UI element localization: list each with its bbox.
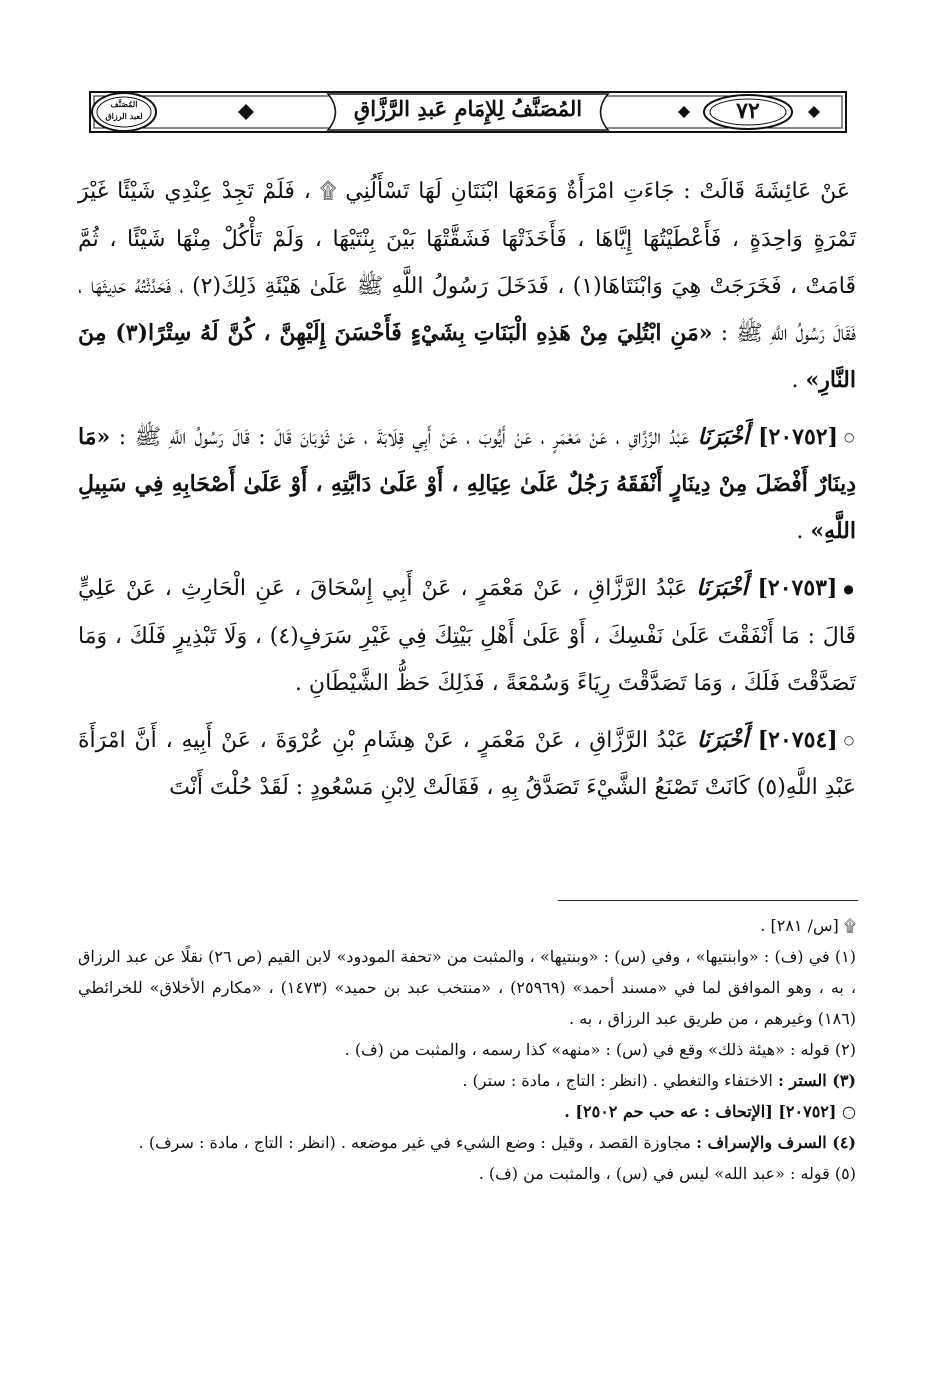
footnote-text: (١) في (ف) : «وابنتيها» ، وفي (س) : «وبنتيها» ، والمثبت من «تحفة المودود» لابن القيم (ص ٢٦) نقلًا عن عبد الرزاق ، به ، وهو الموافق لما في «مسند أحمد» (٢٥٩٦٩) ، «منتخب عبد بن حميد» (١٤٧٣) ، «مكارم الأخلاق» للخرائطي (١٨٦) وغيرهم ، من طريق عبد الرزاق ، به . (78, 947, 857, 1028)
footnote (78, 910, 856, 941)
footnote-text: مجاوزة القصد ، وقيل : وضع الشيء في غير موضعه . (انظر : التاج ، مادة : سرف) . (138, 1133, 697, 1152)
footnote (78, 1127, 856, 1158)
footnote-lead: ○ [٢٠٧٥٢] [الإتحاف : عه حب حم ٢٥٠٢] . (564, 1102, 856, 1121)
seal-line-1: المُصَنَّف (110, 99, 138, 109)
hadith-quote: «مَنِ ابْتُلِيَ مِنْ هَذِهِ الْبَنَاتِ بِشَيْءٍ فَأَحْسَنَ إِلَيْهِنَّ ، كُنَّ لَهُ سِتْرًا(٣) مِنَ النَّارِ» (78, 319, 856, 393)
narration-formula: أَخْبَرَنَا (696, 575, 748, 601)
page-header (88, 90, 848, 134)
hadith-number: [٢٠٧٥٢] (748, 423, 839, 450)
footnote (78, 1065, 856, 1096)
hadith-paragraph (78, 168, 856, 404)
text-segment: عَنْ عَائِشَةَ قَالَتْ : جَاءَتِ امْرَأَةٌ وَمَعَهَا ابْنَتَانِ لَهَا تَسْأَلُنِي ۩ ، فَلَمْ تَجِدْ عِنْدِي شَيْئًا غَيْرَ تَمْرَةٍ وَاحِدَةٍ ، فَأَعْطَيْتُهَا إِيَّاهَا ، فَأَخَذَتْهَا فَشَقَّتْهَا بَيْنَ بِنْتَيْهَا ، وَلَمْ تَأْكُلْ مِنْهَا شَيْئًا ، ثُمَّ قَامَتْ ، فَخَرَجَتْ هِيَ وَابْنَتَاهَا(١) ، فَدَخَلَ رَسُولُ اللَّهِ ﷺ عَلَىٰ هَيْئَةِ ذَلِكَ(٢) ، فَحَدَّثْتُهُ حَدِيثَهَا ، فَقَالَ رَسُولُ اللَّهِ ﷺ : (78, 179, 857, 346)
text-segment: عَبْدُ الرَّزَّاقِ ، عَنْ مَعْمَرٍ ، عَنْ أَبِي إِسْحَاقَ ، عَنِ الْحَارِثِ ، عَنْ عَلِيٍّ قَالَ : مَا أَنْفَقْتَ عَلَىٰ نَفْسِكَ ، أَوْ عَلَىٰ أَهْلِ بَيْتِكَ فِي غَيْرِ سَرَفٍ(٤) ، وَلَا تَبْذِيرٍ فَلَكَ ، وَمَا تَصَدَّقْتَ فَلَكَ ، وَمَا تَصَدَّقْتَ رِيَاءً وَسُمْعَةً ، فَذَلِكَ حَظُّ الشَّيْطَانِ . (78, 576, 856, 696)
hadith-paragraph (78, 565, 856, 707)
footnote (78, 1158, 856, 1189)
narration-formula: أَخْبَرَنَا (697, 423, 749, 450)
footnote (78, 1096, 856, 1127)
footnote-divider (558, 900, 858, 901)
footnote-lead: (٤) السرف والإسراف : (696, 1133, 856, 1152)
text-segment: عَبْدُ الرَّزَّاقِ ، عَنْ مَعْمَرٍ ، عَنْ هِشَامِ بْنِ عُرْوَةَ ، عَنْ أَبِيهِ ، أَنَّ امْرَأَةَ عَبْدِ اللَّهِ(٥) كَانَتْ تَصْنَعُ الشَّيْءَ تَصَدَّقُ بِهِ ، فَقَالَتْ لِابْنِ مَسْعُودٍ : لَقَدْ حُلْتَ أَنْتَ (78, 727, 856, 800)
hadith-number: [٢٠٧٥٤] (748, 726, 838, 753)
seal-logo (88, 90, 160, 134)
text-segment: عَبْدُ الرَّزَّاقِ ، عَنْ مَعْمَرٍ ، عَنْ أَيُّوبَ ، عَنْ أَبِي قِلَابَةَ ، عَنْ ثَوْبَانَ قَالَ : قَالَ رَسُولُ اللَّهِ ﷺ : (110, 424, 698, 450)
paragraph-marker: ○ (843, 733, 856, 747)
paragraph-marker: ● (843, 581, 856, 596)
hadith-paragraph (78, 414, 856, 556)
hadith-number: [٢٠٧٥٣] (747, 575, 838, 601)
running-title: المُصَنَّفُ لِلإِمَامِ عَبدِ الرَّزَّاقِ (353, 96, 583, 121)
footnote-text: (٥) قوله : «عبد الله» ليس في (س) ، والمثبت من (ف) . (478, 1164, 856, 1183)
footnote-text: الاختفاء والتغطي . (انظر : التاج ، مادة : ستر) . (462, 1071, 778, 1090)
text-segment: . (791, 367, 806, 393)
seal-line-2: لعبد الرزاق (105, 111, 143, 121)
hadith-paragraph (78, 717, 856, 812)
text-segment: . (796, 519, 811, 544)
footnote-text: ۩ [س/ ٢٨١] . (760, 916, 856, 935)
footnote (78, 1034, 856, 1065)
footnote (78, 941, 856, 1034)
hadith-quote: «مَا دِينَارٌ أَفْضَلَ مِنْ دِينَارٍ أَنْفَقَهُ رَجُلٌ عَلَىٰ عِيَالِهِ ، أَوْ عَلَىٰ دَابَّتِهِ ، أَوْ عَلَىٰ أَصْحَابِهِ فِي سَبِيلِ اللَّهِ» (78, 423, 856, 544)
footnotes (78, 910, 856, 1189)
paragraph-marker: ○ (844, 430, 856, 444)
main-text (78, 168, 856, 811)
narration-formula: أَخْبَرَنَا (696, 726, 749, 753)
page-number: ٧٢ (736, 98, 760, 124)
footnote-lead: (٣) الستر : (777, 1071, 856, 1090)
footnote-text: (٢) قوله : «هيئة ذلك» وقع في (س) : «منهه» كذا رسمه ، والمثبت من (ف) . (344, 1040, 856, 1059)
